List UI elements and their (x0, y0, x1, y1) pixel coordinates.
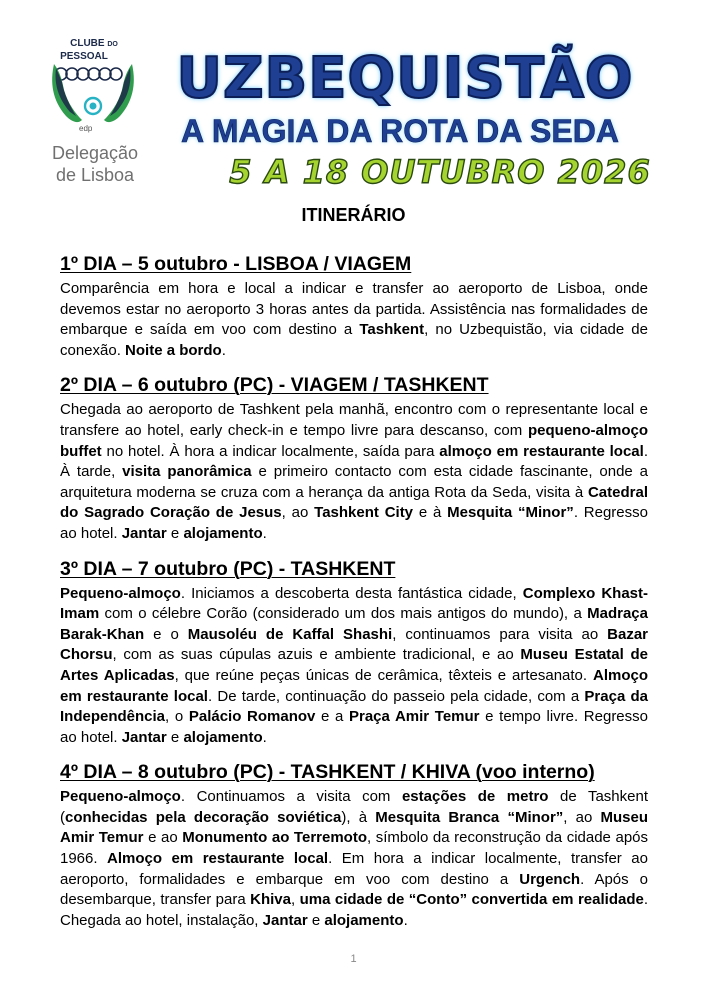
highlight-text: Almoço em restaurante local (107, 850, 329, 868)
day-description: Chegada ao aeroporto de Tashkent pela manhã, encontro com o representante local e transfere ao hotel, early check-in e tempo livre para descanso, com pequeno-almoço buffet no hotel. À hora a indicar localmente, saída para almoço em restaurante local. À tarde, visita panorâmica e primeiro contacto com esta cidade fascinante, onde a arquitetura moderna se cruza com a herança da antiga Rota da Seda, visita à Catedral do Sagrado Coração de Jesus, ao Tashkent City e à Mesquita “Minor”. Regresso ao hotel. Jantar e alojamento. (60, 401, 648, 542)
day-heading: 1º DIA – 5 outubro - LISBOA / VIAGEM (60, 253, 412, 275)
highlight-text: alojamento (183, 728, 263, 746)
itinerary-content (60, 252, 648, 943)
highlight-text: Catedral do Sagrado Coração de Jesus (60, 483, 648, 522)
day-description: Pequeno-almoço. Continuamos a visita com estações de metro de Tashkent (conhecidas pela decoração soviética), à Mesquita Branca “Minor”, ao Museu Amir Temur e ao Monumento ao Terremoto, símbolo da reconstrução da cidade após 1966. Almoço em restaurante local. Em hora a indicar localmente, transfer ao aeroporto, formalidades e embarque em voo com destino a Urgench. Após o desembarque, transfer para Khiva, uma cidade de “Conto” convertida em realidade. Chegada ao hotel, instalação, Jantar e alojamento. (60, 788, 649, 929)
highlight-text: Praça Amir Temur (349, 708, 480, 726)
day-entry (60, 760, 648, 931)
highlight-text: Praça da Independência (60, 687, 648, 726)
logo-edp-text: edp (79, 124, 93, 133)
highlight-text: pequeno-almoço buffet (60, 421, 648, 460)
day-entry (60, 373, 648, 544)
highlight-text: Bazar Chorsu (60, 625, 648, 664)
day-description: Comparência em hora e local a indicar e transfer ao aeroporto de Lisboa, onde devemos estar no aeroporto 3 horas antes da partida. Assistência nas formalidades de embarque e saída em voo com destino a Tashkent, no Uzbequistão, via cidade de conexão. Noite a bordo. (60, 280, 648, 359)
highlight-text: estações de metro (401, 788, 549, 806)
logo-clube-text: CLUBE DO (70, 38, 118, 49)
highlight-text: Complexo Khast-Imam (60, 584, 648, 623)
logo-pessoal-text: PESSOAL (60, 51, 108, 62)
day-description: Pequeno-almoço. Iniciamos a descoberta desta fantástica cidade, Complexo Khast-Imam com o célebre Corão (considerado um dos mais antigos do mundo), a Madraça Barak-Khan e o Mausoléu de Kaffal Shashi, continuamos para visita ao Bazar Chorsu, com as suas cúpulas azuis e ambiente tradicional, e ao Museu Estatal de Artes Aplicadas, que reúne peças únicas de cerâmica, têxteis e artesanato. Almoço em restaurante local. De tarde, continuação do passeio pela cidade, com a Praça da Independência, o Palácio Romanov e a Praça Amir Temur e tempo livre. Regresso ao hotel. Jantar e alojamento. (60, 584, 648, 746)
highlight-text: Khiva (250, 891, 291, 909)
day-entry (60, 252, 648, 361)
highlight-text: uma cidade de “Conto” convertida em realidade (299, 891, 644, 909)
highlight-text: conhecidas pela decoração soviética (65, 808, 342, 826)
trip-dates: 5 A 18 OUTUBRO 2026 (229, 153, 651, 191)
highlight-text: Mesquita “Minor” (447, 504, 574, 522)
day-heading: 3º DIA – 7 outubro (PC) - TASHKENT (60, 557, 396, 580)
trip-subtitle: A MAGIA DA ROTA DA SEDA (181, 113, 619, 149)
day-heading: 2º DIA – 6 outubro (PC) - VIAGEM / TASHKENT (60, 374, 489, 397)
highlight-text: almoço em restaurante local (439, 442, 644, 460)
highlight-text: Mausoléu de Kaffal Shashi (187, 625, 393, 643)
highlight-text: Jantar (121, 728, 167, 746)
highlight-text: Madraça Barak-Khan (60, 605, 648, 643)
highlight-text: Tashkent City (314, 504, 414, 522)
highlight-text: alojamento (324, 911, 404, 929)
highlight-text: Museu Amir Temur (60, 808, 649, 847)
trip-title: UZBEQUISTÃO (176, 46, 634, 111)
highlight-text: Jantar (121, 524, 167, 542)
page-number: 1 (350, 953, 357, 965)
highlight-text: Pequeno-almoço (60, 788, 181, 806)
highlight-text: Palácio Romanov (188, 708, 316, 726)
highlight-text: Urgench (519, 870, 581, 888)
highlight-text: Tashkent (359, 321, 425, 339)
highlight-text: Mesquita Branca “Minor” (375, 808, 564, 826)
highlight-text: Pequeno-almoço (60, 584, 181, 602)
day-entry (60, 557, 648, 749)
highlight-text: Noite a bordo (125, 341, 222, 359)
highlight-text: Monumento ao Terremoto (182, 829, 368, 847)
highlight-text: visita panorâmica (122, 463, 252, 481)
highlight-text: Almoço em restaurante local (60, 666, 648, 705)
delegation-name: Delegação de Lisboa (51, 143, 139, 185)
highlight-text: alojamento (183, 524, 263, 542)
highlight-text: Jantar (262, 911, 308, 929)
section-title: ITINERÁRIO (301, 205, 406, 225)
highlight-text: Museu Estatal de Artes Aplicadas (60, 646, 648, 684)
day-heading: 4º DIA – 8 outubro (PC) - TASHKENT / KHIVA (voo interno) (60, 761, 595, 784)
